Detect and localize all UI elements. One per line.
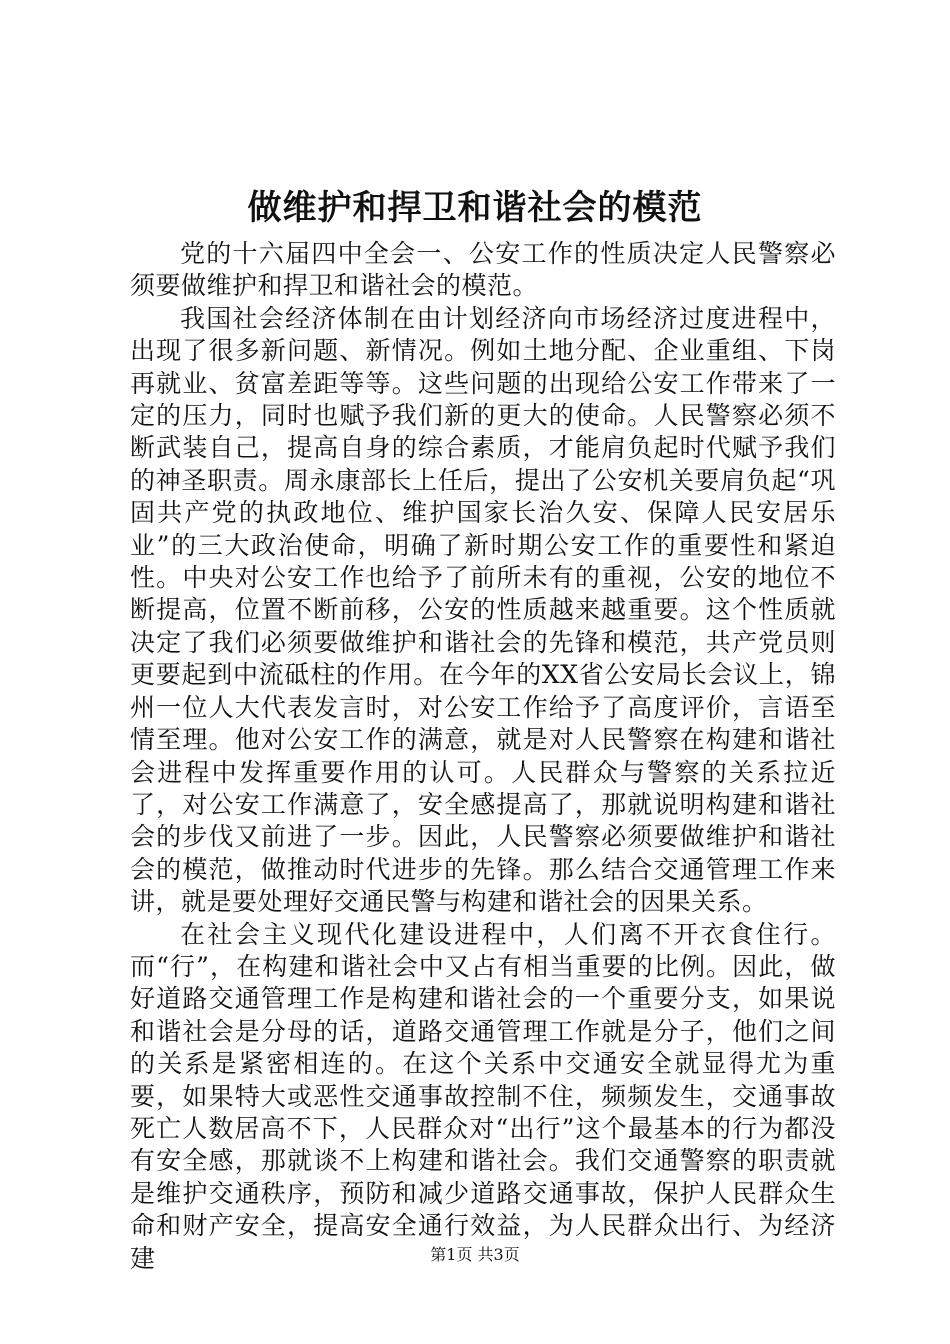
page-number-footer: 第1页 共3页 <box>430 1245 520 1264</box>
paragraph-1: 党的十六届四中全会一、公安工作的性质决定人民警察必须要做维护和捍卫和谐社会的模范。 <box>130 239 836 301</box>
document-title: 做维护和捍卫和谐社会的模范 <box>247 188 703 228</box>
document-body <box>130 238 836 1275</box>
paragraph-3: 在社会主义现代化建设进程中，人们离不开衣食住行。而“行”，在构建和谐社会中又占有相当重要的比例。因此，做好道路交通管理工作是构建和谐社会的一个重要分支，如果说和谐社会是分母的话，道路交通管理工作就是分子，他们之间的关系是紧密相连的。在这个关系中交通安全就显得尤为重要，如果特大或恶性交通事故控制不住，频频发生，交通事故死亡人数居高不下，人民群众对“出行”这个最基本的行为都没有安全感，那就谈不上构建和谐社会。我们交通警察的职责就是维护交通秩序，预防和减少道路交通事故，保护人民群众生命和财产安全，提高安全通行效益，为人民群众出行、为经济建 <box>130 919 836 1273</box>
paragraph-2: 我国社会经济体制在由计划经济向市场经济过度进程中，出现了很多新问题、新情况。例如土地分配、企业重组、下岗再就业、贫富差距等等。这些问题的出现给公安工作带来了一定的压力，同时也赋予我们新的更大的使命。人民警察必须不断武装自己，提高自身的综合素质，才能肩负起时代赋予我们的神圣职责。周永康部长上任后，提出了公安机关要肩负起“巩固共产党的执政地位、维护国家长治久安、保障人民安居乐业”的三大政治使命，明确了新时期公安工作的重要性和紧迫性。中央对公安工作也给予了前所未有的重视，公安的地位不断提高，位置不断前移，公安的性质越来越重要。这个性质就决定了我们必须要做维护和谐社会的先锋和模范，共产党员则更要起到中流砥柱的作用。在今年的XX省公安局长会议上，锦州一位人大代表发言时，对公安工作给予了高度评价，言语至情至理。他对公安工作的满意，就是对人民警察在构建和谐社会进程中发挥重要作用的认可。人民群众与警察的关系拉近了，对公安工作满意了，安全感提高了，那就说明构建和谐社会的步伐又前进了一步。因此，人民警察必须要做维护和谐社会的模范，做推动时代进步的先锋。那么结合交通管理工作来讲，就是要处理好交通民警与构建和谐社会的因果关系。 <box>130 303 836 917</box>
